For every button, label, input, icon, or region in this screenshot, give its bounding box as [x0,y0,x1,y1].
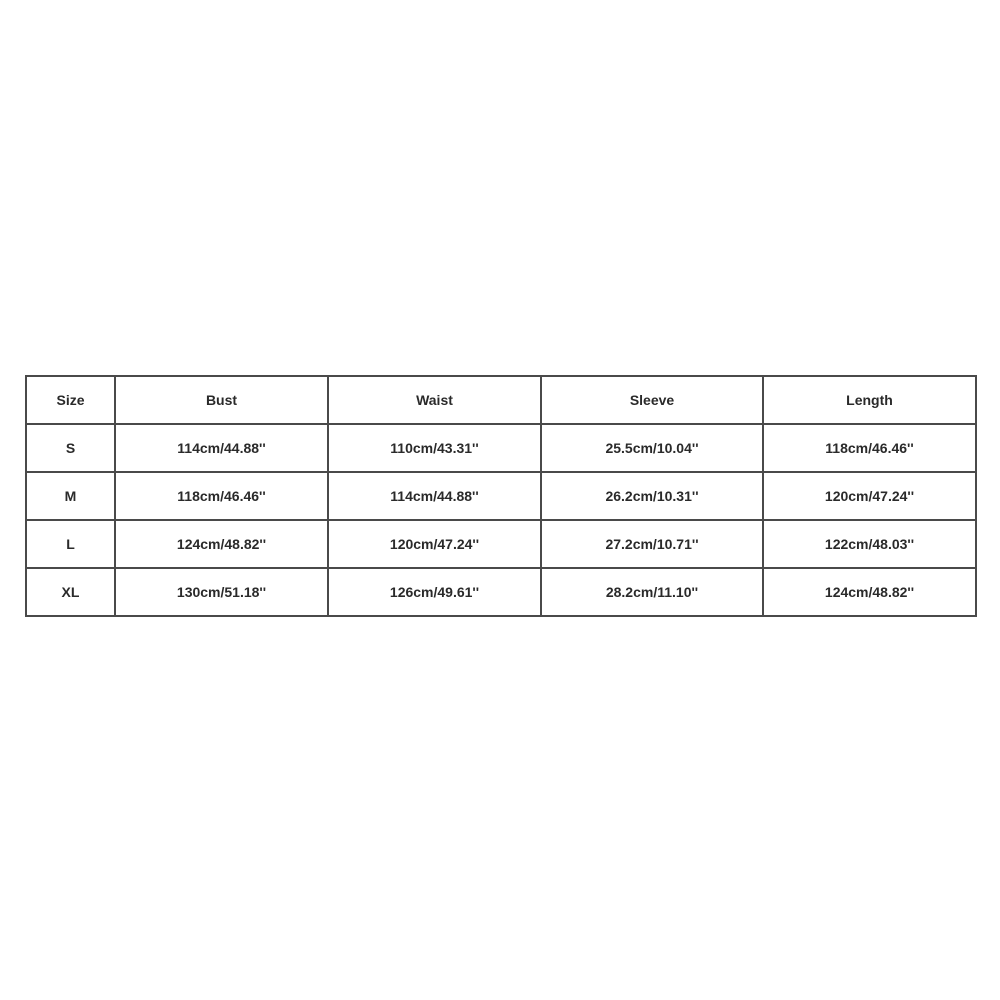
header-waist: Waist [328,376,541,424]
cell-sleeve: 25.5cm/10.04'' [541,424,763,472]
cell-size: S [26,424,115,472]
header-row [26,376,976,424]
cell-size: M [26,472,115,520]
cell-bust: 118cm/46.46'' [115,472,328,520]
cell-size: L [26,520,115,568]
cell-length: 120cm/47.24'' [763,472,976,520]
header-sleeve: Sleeve [541,376,763,424]
cell-waist: 110cm/43.31'' [328,424,541,472]
header-size: Size [26,376,115,424]
cell-length: 124cm/48.82'' [763,568,976,616]
size-chart-table [25,375,977,617]
cell-length: 122cm/48.03'' [763,520,976,568]
cell-sleeve: 26.2cm/10.31'' [541,472,763,520]
cell-waist: 126cm/49.61'' [328,568,541,616]
cell-sleeve: 27.2cm/10.71'' [541,520,763,568]
cell-bust: 130cm/51.18'' [115,568,328,616]
header-length: Length [763,376,976,424]
table-row [26,568,976,616]
table-row [26,472,976,520]
table-row [26,424,976,472]
table-row [26,520,976,568]
cell-size: XL [26,568,115,616]
cell-length: 118cm/46.46'' [763,424,976,472]
cell-bust: 124cm/48.82'' [115,520,328,568]
cell-bust: 114cm/44.88'' [115,424,328,472]
cell-waist: 114cm/44.88'' [328,472,541,520]
cell-waist: 120cm/47.24'' [328,520,541,568]
header-bust: Bust [115,376,328,424]
cell-sleeve: 28.2cm/11.10'' [541,568,763,616]
